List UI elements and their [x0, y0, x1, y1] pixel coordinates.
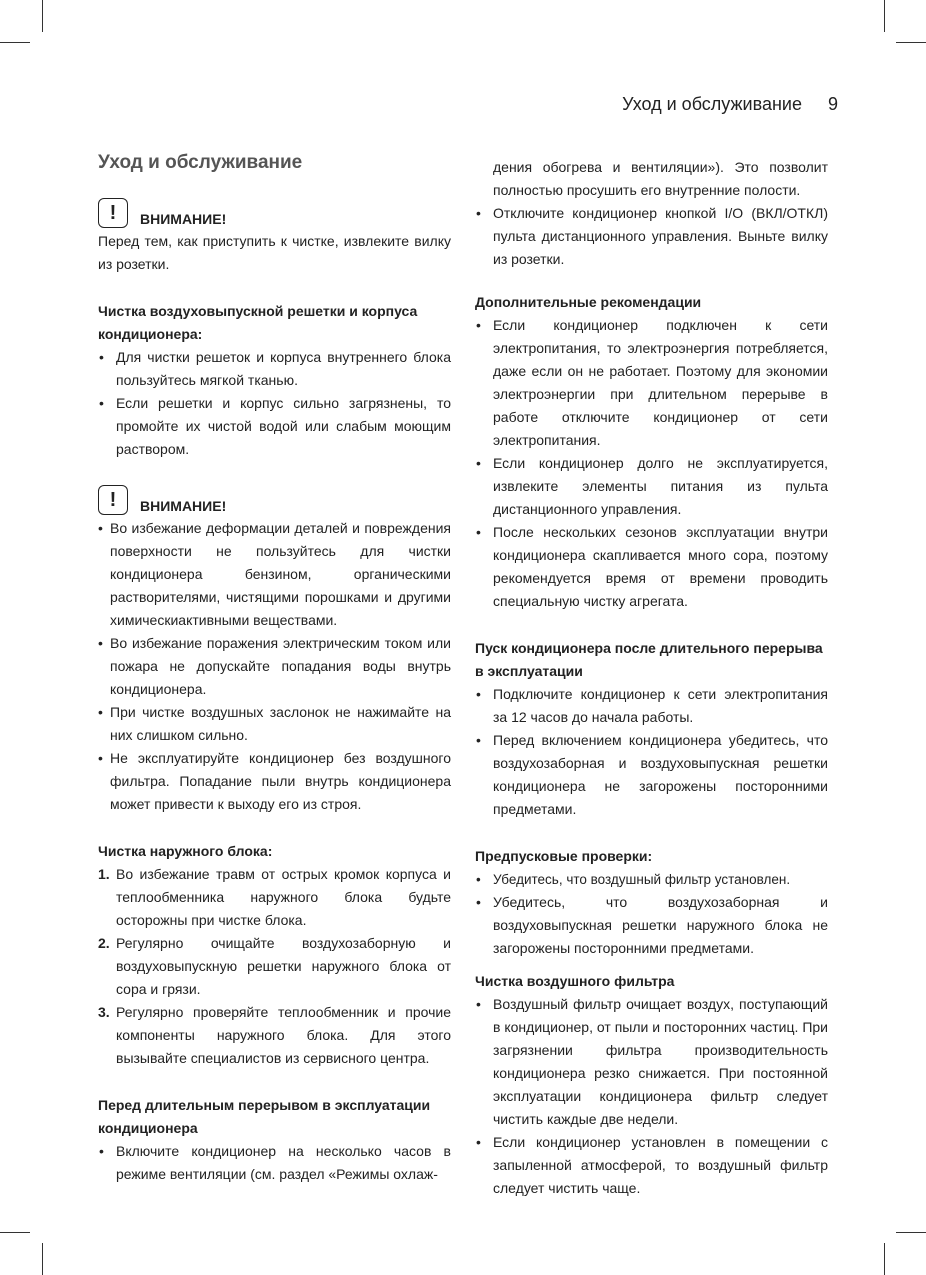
list-item: • Убедитесь, что воздухозаборная и воздуховыпускная решетки наружного блока не загорожены посторонними предметами.: [475, 891, 828, 960]
list-item: • Не эксплуатируйте кондиционер без воздушного фильтра. Попадание пыли внутрь кондиционера может привести к выходу его из строя.: [98, 747, 451, 816]
list-item: • Если кондиционер подключен к сети электропитания, то электроэнергия потребляется, даже если он не работает. Поэтому для экономии электроэнергии при длительном перерыве в работе отключите кондиционер от сети электропитания.: [475, 314, 828, 452]
list-item: • При чистке воздушных заслонок не нажимайте на них слишком сильно.: [98, 701, 451, 747]
section-heading-outdoor: Чистка наружного блока:: [98, 843, 273, 859]
list-item: • Если кондиционер долго не эксплуатируется, извлеките элементы питания из пульта дистанционного управления.: [475, 452, 828, 521]
filter-list: [475, 993, 828, 1200]
list-item: • Включите кондиционер на несколько часов в режиме вентиляции (см. раздел «Режимы охлаж-: [98, 1140, 451, 1186]
list-item: • Убедитесь, что воздушный фильтр установлен.: [475, 868, 828, 891]
section-heading-grille: Чистка воздуховыпускной решетки и корпуса кондиционера:: [98, 303, 418, 342]
crop-mark: [884, 0, 885, 32]
crop-mark: [896, 42, 926, 43]
list-item: • Перед включением кондиционера убедитесь, что воздухозаборная и воздуховыпускная решетки кондиционера не загорожены посторонними предметами.: [475, 729, 828, 821]
startup-list: [475, 683, 828, 821]
prestart-list: [475, 868, 828, 960]
section-heading-filter: Чистка воздушного фильтра: [475, 973, 675, 989]
left-column: [98, 150, 451, 1186]
page-number: 9: [827, 94, 838, 114]
list-item: • Для чистки решеток и корпуса внутреннего блока пользуйтесь мягкой тканью.: [98, 346, 451, 392]
list-item: • Во избежание поражения электрическим током или пожара не допускайте попадания воды внутрь кондиционера.: [98, 632, 451, 701]
grille-list: [98, 346, 451, 461]
outdoor-list: [98, 863, 451, 1070]
list-item: • Во избежание деформации деталей и повреждения поверхности не пользуйтесь для чистки кондиционера бензином, органическими растворителями, чистящими порошками и другими химическиактивными веществами.: [98, 517, 451, 632]
page-title: Уход и обслуживание: [98, 152, 303, 173]
section-heading-extra: Дополнительные рекомендации: [475, 294, 702, 310]
header-section-title: Уход и обслуживание: [622, 94, 802, 114]
list-item: • Если кондиционер установлен в помещении с запыленной атмосферой, то воздушный фильтр следует чистить чаще.: [475, 1131, 828, 1200]
warning-label: ВНИМАНИЕ!: [140, 498, 227, 514]
list-item: • Воздушный фильтр очищает воздух, поступающий в кондиционер, от пыли и посторонних частиц. При загрязнении фильтра производительность кондиционера резко снижается. При постоянной эксплуатации кондиционера фильтр следует чистить каждые две недели.: [475, 993, 828, 1131]
running-header: [622, 94, 838, 115]
list-item: 2. Регулярно очищайте воздухозаборную и воздуховыпускную решетки наружного блока от сора и грязи.: [98, 935, 451, 997]
list-item: 3. Регулярно проверяйте теплообменник и прочие компоненты наружного блока. Для этого вызывайте специалистов из сервисного центра.: [98, 1004, 451, 1066]
warning-list: [98, 517, 451, 816]
continuation-list: [475, 202, 828, 271]
crop-mark: [896, 1232, 926, 1233]
crop-mark: [42, 1243, 43, 1275]
list-item: 1. Во избежание травм от острых кромок корпуса и теплообменника наружного блока будьте осторожны при чистке блока.: [98, 866, 451, 928]
right-column: [475, 156, 828, 1200]
warning-text: Перед тем, как приступить к чистке, извлеките вилку из розетки.: [98, 233, 451, 272]
list-item: • Если решетки и корпус сильно загрязнены, то промойте их чистой водой или слабым моющим раствором.: [98, 392, 451, 461]
section-heading-prestart: Предпусковые проверки:: [475, 848, 653, 864]
list-item: • Отключите кондиционер кнопкой I/O (ВКЛ/ОТКЛ) пульта дистанционного управления. Выньте вилку из розетки.: [475, 202, 828, 271]
section-heading-before-break: Перед длительным перерывом в эксплуатации кондиционера: [98, 1097, 431, 1136]
warning-icon: !: [98, 485, 128, 515]
crop-mark: [0, 1232, 30, 1233]
extra-list: [475, 314, 828, 613]
warning-icon: !: [98, 198, 128, 228]
list-item: • После нескольких сезонов эксплуатации внутри кондиционера скапливается много сора, поэтому рекомендуется время от времени проводить специальную чистку агрегата.: [475, 521, 828, 613]
section-heading-startup: Пуск кондиционера после длительного перерыва в эксплуатации: [475, 640, 823, 679]
crop-mark: [884, 1243, 885, 1275]
crop-mark: [42, 0, 43, 32]
list-item: • Подключите кондиционер к сети электропитания за 12 часов до начала работы.: [475, 683, 828, 729]
warning-block-1: [98, 198, 451, 228]
warning-block-2: [98, 485, 451, 515]
crop-mark: [0, 42, 30, 43]
warning-label: ВНИМАНИЕ!: [140, 211, 227, 227]
continuation-text: дения обогрева и вентиляции»). Это позволит полностью просушить его внутренние полости.: [493, 159, 828, 198]
before-break-list: [98, 1140, 451, 1186]
